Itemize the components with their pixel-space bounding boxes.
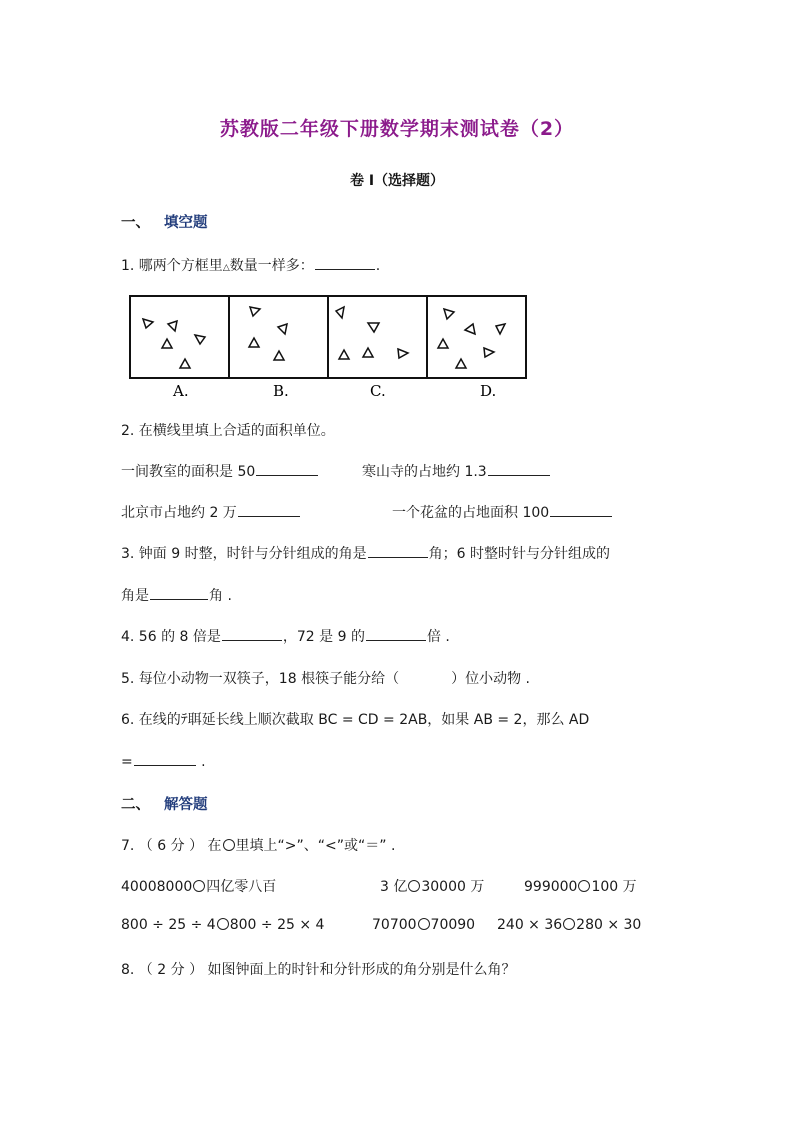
- box-label-a: A.: [173, 382, 189, 400]
- question-1-text: 1. 哪两个方框里: [121, 258, 223, 274]
- triangle-icon: [195, 335, 205, 344]
- triangle-icon: [339, 350, 349, 359]
- triangle-icon: [274, 351, 284, 360]
- compare-circle[interactable]: [217, 918, 229, 930]
- question-3: [121, 543, 610, 563]
- page-title: 苏教版二年级下册数学期末测试卷（2）: [219, 118, 575, 140]
- compare-right: 四亿零八百: [206, 879, 277, 895]
- question-3-text: 角是: [121, 588, 149, 604]
- question-7: [121, 835, 395, 855]
- compare-right: 280 × 30: [576, 917, 642, 933]
- compare-right: 100 万: [591, 879, 637, 895]
- compare-right: 30000 万: [421, 879, 485, 895]
- compare-left: 240 × 36: [497, 917, 563, 933]
- question-7-text: 7. （ 6 分 ） 在: [121, 838, 222, 854]
- question-6: 6. 在线的ﾃ聑延长线上顺次截取 BC = CD = 2AB，如果 AB = 2，那么 AD: [121, 712, 590, 728]
- question-4-text: 4. 56 的 8 倍是: [121, 629, 221, 645]
- question-2-row-2b: [392, 502, 613, 522]
- question-4-text: ，72 是 9 的: [282, 629, 365, 645]
- answer-blank[interactable]: [222, 626, 282, 641]
- compare-item: [497, 917, 641, 933]
- answer-blank[interactable]: [315, 255, 375, 270]
- compare-right: 800 ÷ 25 × 4: [229, 917, 325, 933]
- question-3-text: 3. 钟面 9 时整，时针与分针组成的角是: [121, 546, 367, 562]
- compare-left: 40008000: [121, 879, 193, 895]
- triangle-icon: [496, 324, 505, 334]
- triangle-icon: [180, 359, 190, 368]
- question-3-text: 角；6 时整时针与分针组成的: [428, 546, 610, 562]
- section-heading-fill: [121, 211, 208, 232]
- box-label-d: D.: [480, 382, 497, 400]
- compare-circle[interactable]: [408, 880, 420, 892]
- question-5: [121, 668, 530, 688]
- box-label-c: C.: [370, 382, 386, 400]
- section-heading-answer: [121, 793, 208, 814]
- triangle-icon: [438, 339, 448, 348]
- section-label: 填空题: [164, 215, 208, 231]
- compare-item: [380, 876, 484, 896]
- question-4: [121, 626, 450, 646]
- triangle-boxes-figure: [128, 293, 530, 403]
- question-4-text: 倍 .: [426, 629, 450, 645]
- triangle-icon: [143, 319, 153, 328]
- question-8: 8. （ 2 分 ） 如图钟面上的时针和分针形成的角分别是什么角？: [121, 962, 516, 978]
- question-5-text: ）位小动物 .: [451, 671, 530, 687]
- circle-icon: [223, 839, 235, 851]
- compare-item: [372, 917, 475, 933]
- triangle-icon: △: [222, 263, 230, 273]
- compare-item: [524, 876, 637, 896]
- triangle-icon: [162, 339, 172, 348]
- answer-blank[interactable]: [550, 502, 612, 517]
- compare-right: 70090: [430, 917, 476, 933]
- answer-blank[interactable]: [368, 543, 428, 558]
- question-6-text: .: [196, 754, 206, 770]
- question-2-item: 寒山寺的占地约 1.3: [362, 464, 487, 480]
- answer-blank[interactable]: [150, 585, 208, 600]
- question-2-item: 一间教室的面积是 50: [121, 464, 256, 480]
- triangle-icon: [336, 307, 344, 318]
- question-2-item: 北京市占地约 2 万: [121, 505, 237, 521]
- section-number: 一、: [121, 215, 150, 231]
- question-3-text: 角 .: [209, 588, 232, 604]
- compare-circle[interactable]: [418, 918, 430, 930]
- question-1-text: 数量一样多：: [229, 258, 314, 274]
- question-5-text: 5. 每位小动物一双筷子，18 根筷子能分给（: [121, 671, 400, 687]
- triangle-icon: [368, 323, 379, 332]
- triangle-icon: [444, 309, 454, 319]
- compare-left: 999000: [524, 879, 578, 895]
- compare-circle[interactable]: [563, 918, 575, 930]
- question-2-item: 一个花盆的占地面积 100: [392, 505, 550, 521]
- compare-circle[interactable]: [578, 880, 590, 892]
- question-2-row-1: [121, 461, 319, 481]
- answer-blank[interactable]: [366, 626, 426, 641]
- triangle-icon: [278, 324, 287, 334]
- compare-item: [121, 917, 324, 933]
- compare-left: 3 亿: [380, 879, 408, 895]
- question-7-text: 里填上“>”、“<”或“＝” .: [235, 838, 396, 854]
- section-number: 二、: [121, 797, 150, 813]
- triangle-icon: [168, 321, 177, 331]
- question-2-row-2: [121, 502, 301, 522]
- question-2-row-1b: [362, 461, 551, 481]
- compare-left: 800 ÷ 25 ÷ 4: [121, 917, 216, 933]
- triangle-icon: [250, 307, 260, 316]
- triangle-icon: [484, 348, 494, 357]
- triangle-icon: [398, 349, 408, 358]
- question-6-text: =: [121, 754, 133, 770]
- answer-blank[interactable]: [256, 461, 318, 476]
- triangle-icon: [363, 348, 373, 357]
- box-label-b: B.: [273, 382, 289, 400]
- compare-left: 70700: [372, 917, 417, 933]
- triangle-icon: [249, 338, 259, 347]
- answer-blank[interactable]: [488, 461, 550, 476]
- triangle-icon: [456, 359, 466, 368]
- compare-circle[interactable]: [193, 880, 205, 892]
- question-6-cont: [121, 751, 206, 770]
- question-1: [121, 255, 380, 275]
- page-subtitle: 卷 I（选择题）: [349, 173, 445, 189]
- question-2: 2. 在横线里填上合适的面积单位。: [121, 423, 335, 439]
- answer-blank[interactable]: [134, 751, 196, 766]
- triangle-icon: [465, 324, 475, 334]
- question-3-cont: [121, 585, 232, 605]
- answer-blank[interactable]: [238, 502, 300, 517]
- section-label: 解答题: [164, 797, 208, 813]
- question-1-text: .: [375, 258, 381, 274]
- compare-item: [121, 876, 276, 896]
